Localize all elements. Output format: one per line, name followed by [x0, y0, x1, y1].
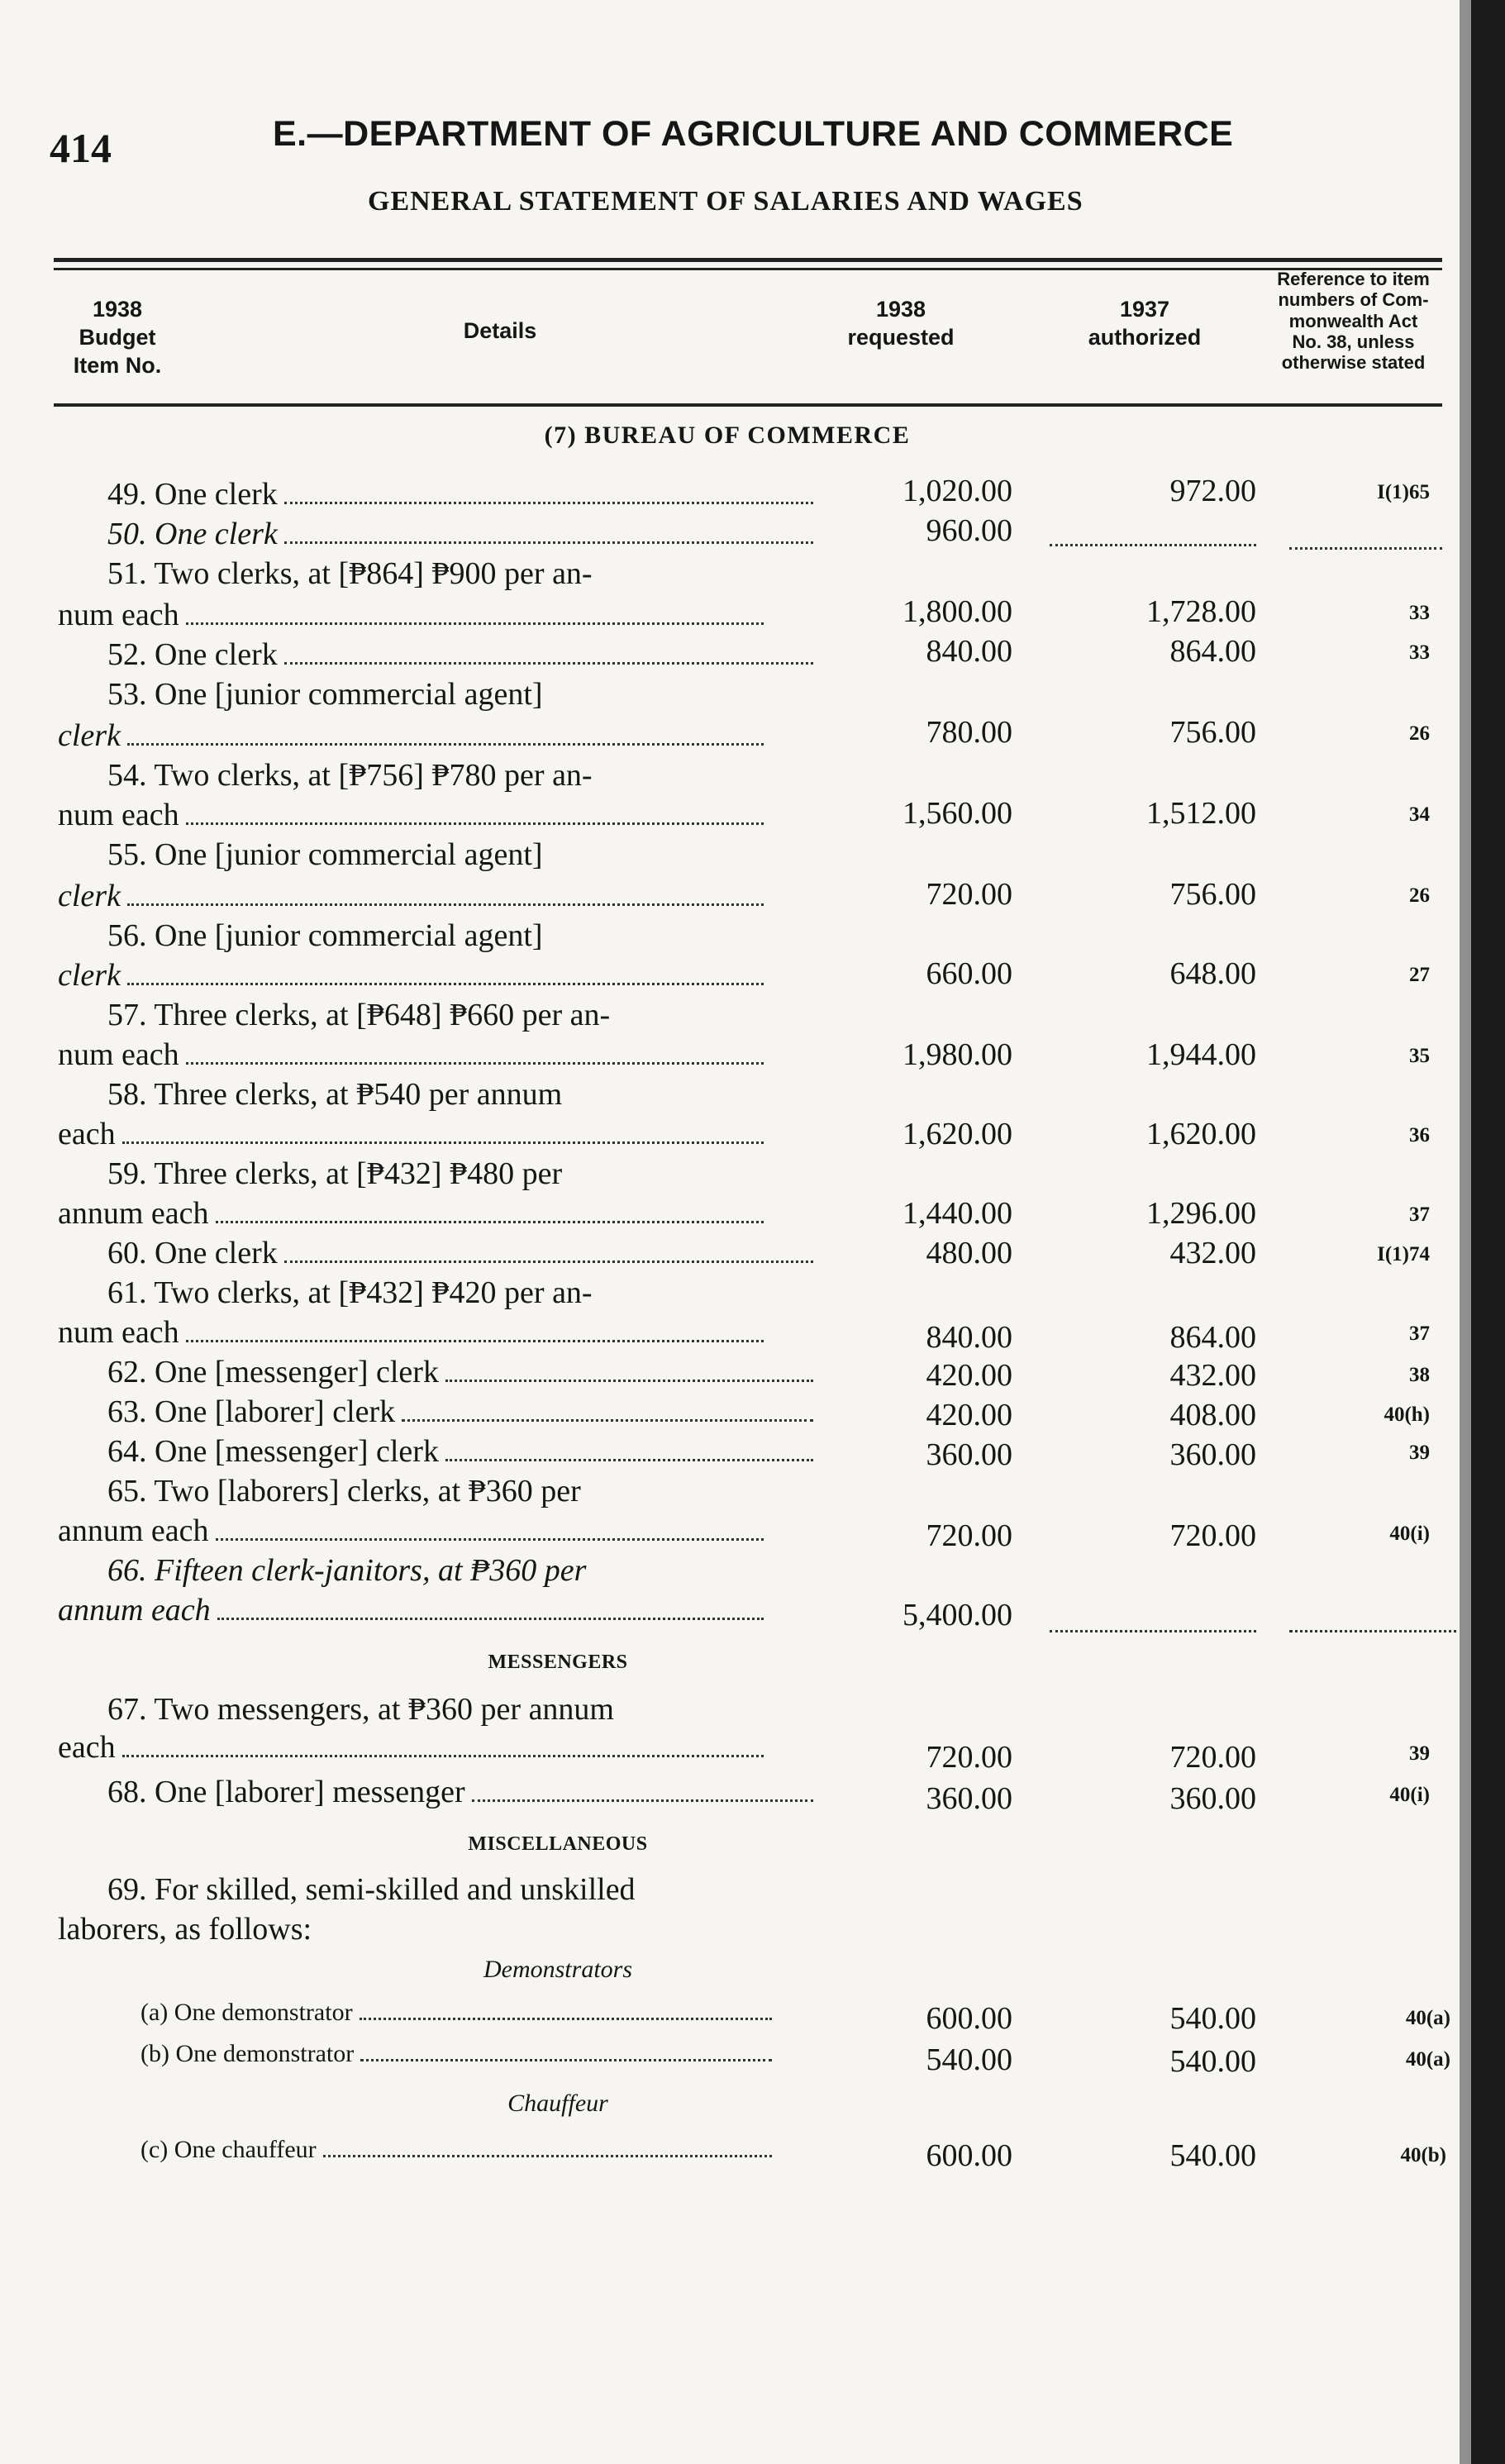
- item-61-cont: num each: [58, 1314, 769, 1351]
- item-69-c: (c) One chauffeur: [140, 2136, 777, 2166]
- item-66-authorized-blank: [1050, 1630, 1256, 1632]
- item-65-requested: 720.00: [926, 1518, 1012, 1553]
- item-67-requested: 720.00: [926, 1740, 1012, 1775]
- header-rule-bottom: [54, 403, 1442, 407]
- item-52-reference: 33: [1409, 641, 1430, 664]
- item-55-authorized: 756.00: [1169, 877, 1256, 912]
- item-53-reference: 26: [1409, 722, 1430, 745]
- item-69-c-authorized: 540.00: [1169, 2138, 1256, 2173]
- item-49-authorized: 972.00: [1169, 474, 1256, 508]
- item-52: 52. One clerk: [58, 636, 818, 673]
- item-61-requested: 840.00: [926, 1320, 1012, 1355]
- section-miscellaneous: MISCELLANEOUS: [468, 1833, 648, 1855]
- item-64-requested: 360.00: [926, 1437, 1012, 1472]
- item-69-b-requested: 540.00: [926, 2042, 1012, 2077]
- item-53-requested: 780.00: [926, 715, 1012, 750]
- item-56-cont: clerk: [58, 957, 769, 994]
- item-49-reference: I(1)65: [1377, 481, 1430, 503]
- item-64: 64. One [messenger] clerk: [58, 1433, 818, 1470]
- item-51-requested: 1,800.00: [903, 594, 1012, 629]
- page-edge: [1471, 0, 1505, 2464]
- item-59-authorized: 1,296.00: [1146, 1196, 1256, 1231]
- item-54-authorized: 1,512.00: [1146, 796, 1256, 831]
- department-title: E.—DEPARTMENT OF AGRICULTURE AND COMMERCE: [273, 114, 1234, 154]
- item-54: 54. Two clerks, at [₱756] ₱780 per an-: [107, 758, 593, 793]
- item-62-requested: 420.00: [926, 1358, 1012, 1393]
- item-61-authorized: 864.00: [1169, 1320, 1256, 1355]
- item-50-reference-blank: [1289, 547, 1442, 550]
- item-56: 56. One [junior commercial agent]: [107, 918, 543, 953]
- header-requested: 1938 requested: [847, 297, 955, 350]
- item-50-authorized-blank: [1050, 544, 1256, 546]
- item-51-cont: num each: [58, 597, 769, 633]
- item-60-authorized: 432.00: [1169, 1236, 1256, 1270]
- item-49: 49. One clerk: [58, 476, 818, 512]
- item-60: 60. One clerk: [58, 1235, 818, 1271]
- item-68: 68. One [laborer] messenger: [58, 1774, 818, 1810]
- item-66: 66. Fifteen clerk-janitors, at ₱360 per: [107, 1553, 587, 1588]
- item-62-authorized: 432.00: [1169, 1358, 1256, 1393]
- item-69-a-requested: 600.00: [926, 2001, 1012, 2036]
- subheading-chauffeur: Chauffeur: [507, 2090, 608, 2117]
- item-63-requested: 420.00: [926, 1398, 1012, 1432]
- item-60-requested: 480.00: [926, 1236, 1012, 1270]
- item-65-authorized: 720.00: [1169, 1518, 1256, 1553]
- item-69-b-authorized: 540.00: [1169, 2044, 1256, 2079]
- item-59-cont: annum each: [58, 1195, 769, 1232]
- item-54-requested: 1,560.00: [903, 796, 1012, 831]
- header-rule-top-2: [54, 268, 1442, 270]
- item-64-reference: 39: [1409, 1442, 1430, 1464]
- section-messengers: MESSENGERS: [488, 1651, 628, 1673]
- page-number: 414: [50, 125, 112, 171]
- item-56-requested: 660.00: [926, 956, 1012, 991]
- item-58-requested: 1,620.00: [903, 1117, 1012, 1151]
- item-69-b: (b) One demonstrator: [140, 2040, 777, 2070]
- item-69-a-authorized: 540.00: [1169, 2001, 1256, 2036]
- item-65-cont: annum each: [58, 1513, 769, 1549]
- item-61: 61. Two clerks, at [₱432] ₱420 per an-: [107, 1275, 593, 1310]
- item-67-authorized: 720.00: [1169, 1740, 1256, 1775]
- item-64-authorized: 360.00: [1169, 1437, 1256, 1472]
- item-62: 62. One [messenger] clerk: [58, 1354, 818, 1390]
- item-66-requested: 5,400.00: [903, 1598, 1012, 1632]
- header-reference: Reference to item numbers of Com- monwealth Act No. 38, unless otherwise stated: [1277, 269, 1430, 374]
- item-67-cont: each: [58, 1729, 769, 1766]
- item-58-authorized: 1,620.00: [1146, 1117, 1256, 1151]
- item-69-cont: laborers, as follows:: [58, 1912, 312, 1947]
- item-69-a: (a) One demonstrator: [140, 1999, 777, 2028]
- item-50: 50. One clerk: [58, 516, 818, 552]
- item-55: 55. One [junior commercial agent]: [107, 837, 543, 872]
- item-51-reference: 33: [1409, 602, 1430, 624]
- item-58: 58. Three clerks, at ₱540 per annum: [107, 1077, 563, 1112]
- item-53-authorized: 756.00: [1169, 715, 1256, 750]
- item-62-reference: 38: [1409, 1364, 1430, 1386]
- item-65: 65. Two [laborers] clerks, at ₱360 per: [107, 1474, 581, 1508]
- item-69-b-reference: 40(a): [1405, 2048, 1450, 2071]
- item-69-a-reference: 40(a): [1405, 2007, 1450, 2029]
- item-49-requested: 1,020.00: [903, 474, 1012, 508]
- item-67-reference: 39: [1409, 1742, 1430, 1765]
- item-56-reference: 27: [1409, 964, 1430, 986]
- item-69-c-requested: 600.00: [926, 2138, 1012, 2173]
- item-52-authorized: 864.00: [1169, 634, 1256, 669]
- header-item-no: 1938 Budget Item No.: [73, 297, 162, 378]
- item-67: 67. Two messengers, at ₱360 per annum: [107, 1692, 614, 1727]
- item-61-reference: 37: [1409, 1323, 1430, 1345]
- item-59-requested: 1,440.00: [903, 1196, 1012, 1231]
- item-69: 69. For skilled, semi-skilled and unskilled: [107, 1872, 636, 1907]
- item-66-cont: annum each: [58, 1592, 769, 1628]
- item-58-reference: 36: [1409, 1124, 1430, 1146]
- item-57-cont: num each: [58, 1037, 769, 1073]
- item-56-authorized: 648.00: [1169, 956, 1256, 991]
- item-57-authorized: 1,944.00: [1146, 1037, 1256, 1072]
- item-68-authorized: 360.00: [1169, 1781, 1256, 1816]
- section-title: (7) BUREAU OF COMMERCE: [544, 422, 911, 449]
- header-authorized: 1937 authorized: [1088, 297, 1202, 350]
- item-51: 51. Two clerks, at [₱864] ₱900 per an-: [107, 556, 593, 591]
- item-52-requested: 840.00: [926, 634, 1012, 669]
- item-63-authorized: 408.00: [1169, 1398, 1256, 1432]
- item-57-requested: 1,980.00: [903, 1037, 1012, 1072]
- header-rule-top: [54, 258, 1442, 262]
- item-53: 53. One [junior commercial agent]: [107, 677, 543, 712]
- item-55-requested: 720.00: [926, 877, 1012, 912]
- item-54-cont: num each: [58, 797, 769, 833]
- item-68-reference: 40(i): [1389, 1784, 1430, 1806]
- page-subtitle: GENERAL STATEMENT OF SALARIES AND WAGES: [368, 186, 1084, 217]
- item-59-reference: 37: [1409, 1203, 1430, 1226]
- item-63-reference: 40(h): [1384, 1404, 1430, 1426]
- item-54-reference: 34: [1409, 803, 1430, 826]
- item-63: 63. One [laborer] clerk: [58, 1394, 818, 1430]
- item-65-reference: 40(i): [1389, 1523, 1430, 1545]
- item-66-reference-blank: [1289, 1630, 1463, 1632]
- page-edge-shadow: [1460, 0, 1471, 2464]
- item-59: 59. Three clerks, at [₱432] ₱480 per: [107, 1156, 563, 1191]
- item-60-reference: I(1)74: [1377, 1243, 1430, 1265]
- item-55-reference: 26: [1409, 884, 1430, 907]
- item-68-requested: 360.00: [926, 1781, 1012, 1816]
- item-50-requested: 960.00: [926, 513, 1012, 548]
- header-details: Details: [463, 318, 537, 343]
- item-58-cont: each: [58, 1116, 769, 1152]
- item-53-cont: clerk: [58, 717, 769, 754]
- item-57-reference: 35: [1409, 1045, 1430, 1067]
- item-57: 57. Three clerks, at [₱648] ₱660 per an-: [107, 998, 611, 1032]
- item-55-cont: clerk: [58, 878, 769, 914]
- item-51-authorized: 1,728.00: [1146, 594, 1256, 629]
- subheading-demonstrators: Demonstrators: [483, 1956, 632, 1983]
- item-69-c-reference: 40(b): [1400, 2144, 1446, 2166]
